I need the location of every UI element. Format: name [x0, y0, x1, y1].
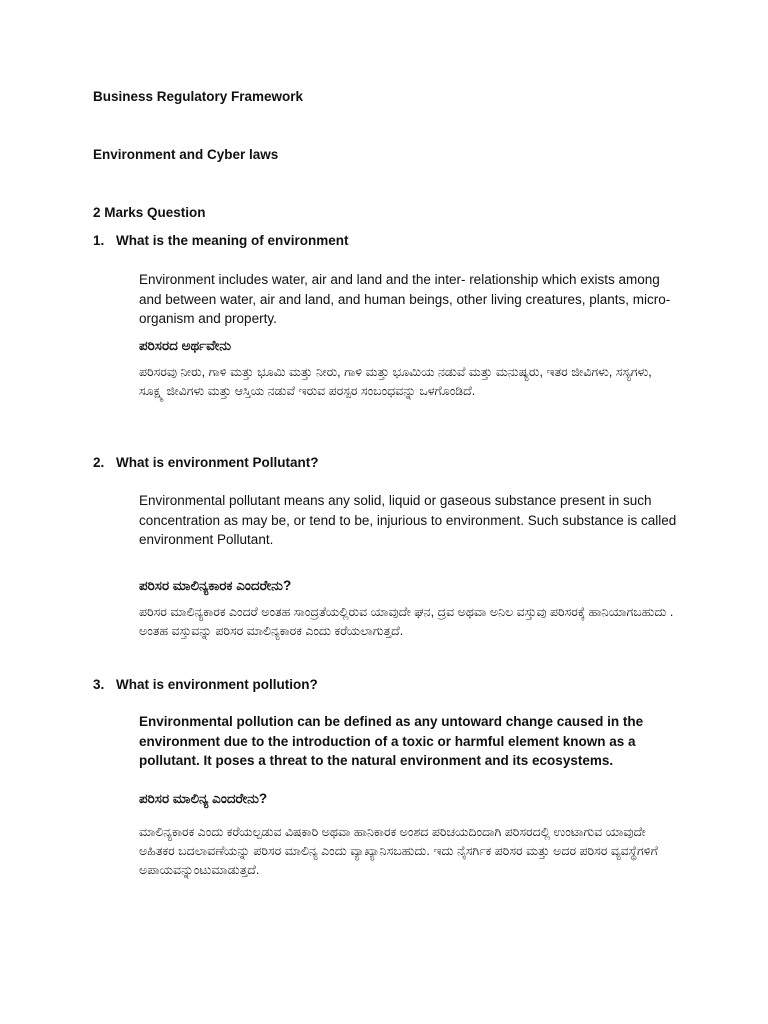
question-2-answer-en: Environmental pollutant means any solid, liquid or gaseous substance present in such concentration as may be, or tend to be, injurious to environment. Such substance is called environment Pollutant. [139, 493, 677, 547]
question-2-number: 2. [93, 455, 105, 470]
section-heading: 2 Marks Question [93, 205, 206, 220]
question-3-answer-en: Environmental pollution can be defined as any untoward change caused in the environment due to the introduction of a toxic or harmful element known as a pollutant. It poses a threat to the natural environment and its ecosystems. [139, 714, 644, 768]
question-1-answer-en: Environment includes water, air and land and the inter- relationship which exists among and between water, air and land, and human beings, other living creatures, plants, micro-organism and property. [139, 272, 671, 326]
question-3-number: 3. [93, 677, 105, 692]
question-1-answer-kn: ಪರಿಸರವು ನೀರು, ಗಾಳಿ ಮತ್ತು ಭೂಮಿ ಮತ್ತು ನೀರು, ಗಾಳಿ ಮತ್ತು ಭೂಮಿಯ ನಡುವೆ ಮತ್ತು ಮನುಷ್ಯರು, ಇತರ ಜೀವಿಗಳು, ಸಸ್ಯಗಳು, ಸೂಕ್ಷ್ಮ ಜೀವಿಗಳು ಮತ್ತು ಆಸ್ತಿಯ ನಡುವೆ ಇರುವ ಪರಸ್ಪರ ಸಂಬಂಧವನ್ನು ಒಳಗೊಂಡಿದೆ. [139, 365, 652, 398]
question-1-text: What is the meaning of environment [116, 233, 349, 248]
question-2-answer-kn: ಪರಿಸರ ಮಾಲಿನ್ಯಕಾರಕ ಎಂದರೆ ಅಂತಹ ಸಾಂದ್ರತೆಯಲ್ಲಿರುವ ಯಾವುದೇ ಘನ, ದ್ರವ ಅಥವಾ ಅನಿಲ ವಸ್ತುವು ಪರಿಸರಕ್ಕೆ ಹಾನಿಯಾಗಬಹುದು . ಅಂತಹ ವಸ್ತುವನ್ನು ಪರಿಸರ ಮಾಲಿನ್ಯಕಾರಕ ಎಂದು ಕರೆಯಲಾಗುತ್ತದೆ. [139, 605, 674, 638]
question-1-number: 1. [93, 233, 105, 248]
question-2-text: What is environment Pollutant? [116, 455, 319, 470]
question-1-heading-kn: ಪರಿಸರದ ಅರ್ಥವೇನು [139, 338, 232, 353]
question-3-text: What is environment pollution? [116, 677, 318, 692]
document-subtitle: Environment and Cyber laws [93, 147, 279, 162]
question-3-heading-kn: ಪರಿಸರ ಮಾಲಿನ್ಯ ಎಂದರೇನು? [139, 791, 268, 806]
question-2-title [93, 454, 319, 472]
question-2-heading-kn: ಪರಿಸರ ಮಾಲಿನ್ಯಕಾರಕ ಎಂದರೇನು? [139, 578, 292, 593]
question-3-title [93, 676, 318, 694]
question-3-answer-kn: ಮಾಲಿನ್ಯಕಾರಕ ಎಂದು ಕರೆಯಲ್ಪಡುವ ವಿಷಕಾರಿ ಅಥವಾ ಹಾನಿಕಾರಕ ಅಂಶದ ಪರಿಚಯದಿಂದಾಗಿ ಪರಿಸರದಲ್ಲಿ ಉಂಟಾಗುವ ಯಾವುದೇ ಅಹಿತಕರ ಬದಲಾವಣೆಯನ್ನು ಪರಿಸರ ಮಾಲಿನ್ಯ ಎಂದು ವ್ಯಾಖ್ಯಾನಿಸಬಹುದು. ಇದು ನೈಸರ್ಗಿಕ ಪರಿಸರ ಮತ್ತು ಅದರ ಪರಿಸರ ವ್ಯವಸ್ಥೆಗಳಿಗೆ ಅಪಾಯವನ್ನುಂಟುಮಾಡುತ್ತದೆ. [139, 825, 658, 877]
question-1-title [93, 232, 349, 250]
document-title: Business Regulatory Framework [93, 89, 304, 104]
